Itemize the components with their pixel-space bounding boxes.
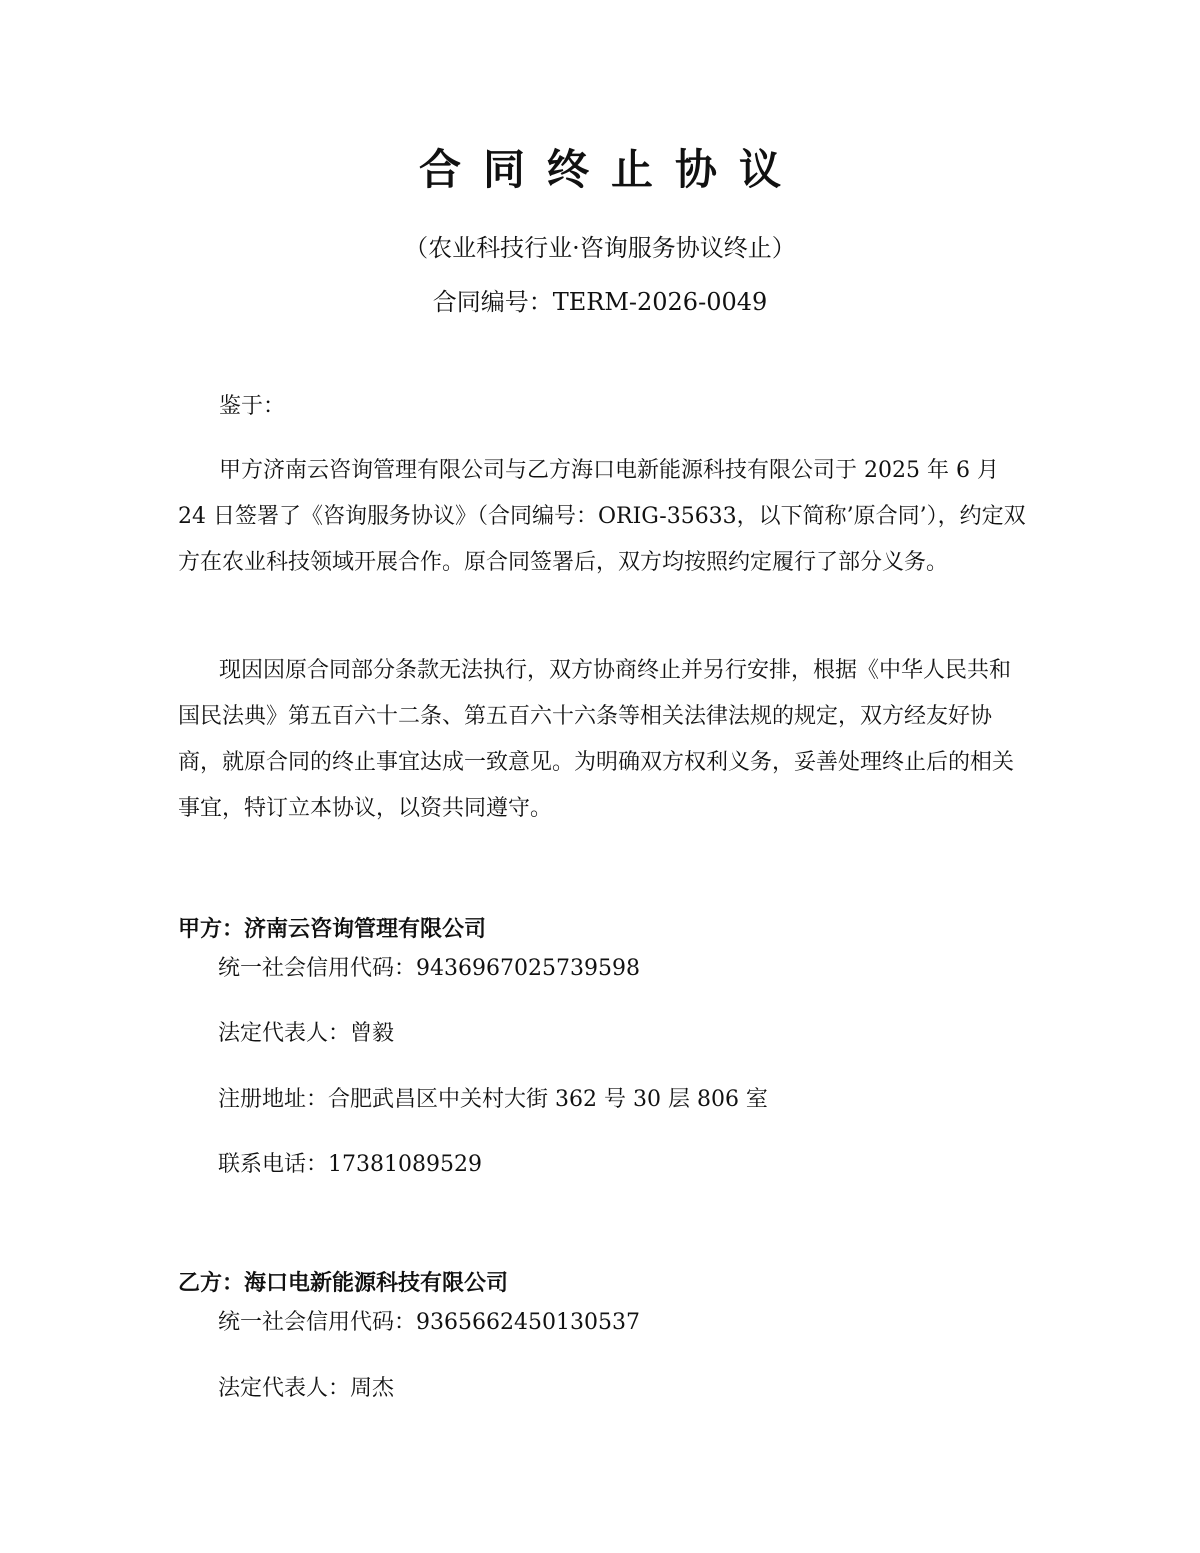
document-title: 合同终止协议 [418, 145, 803, 194]
contract-number-line [0, 284, 1200, 320]
party-b-credit-code: 统一社会信用代码：9365662450130537 [218, 1310, 640, 1335]
party-b-legal-rep: 法定代表人：周杰 [218, 1376, 395, 1401]
document-subtitle: （农业科技行业·咨询服务协议终止） [404, 234, 796, 262]
recital-paragraph-2: 现因因原合同部分条款无法执行，双方协商终止并另行安排，根据《中华人民共和国民法典》第五百六十二条、第五百六十六条等相关法律法规的规定，双方经友好协商，就原合同的终止事宜达成一致意见。为明确双方权利义务，妥善处理终止后的相关事宜，特订立本协议，以资共同遵守。 [178, 658, 1015, 821]
recital-paragraph-1: 甲方济南云咨询管理有限公司与乙方海口电新能源科技有限公司于 2025 年 6 月 24 日签署了《咨询服务协议》（合同编号：ORIG-35633，以下简称’原合同’），约定双方在农业科技领域开展合作。原合同签署后，双方均按照约定履行了部分义务。 [178, 458, 1026, 575]
party-a-phone: 联系电话：17381089529 [218, 1152, 482, 1177]
party-a-heading: 甲方：济南云咨询管理有限公司 [178, 917, 487, 942]
party-a-legal-rep: 法定代表人：曾毅 [218, 1021, 395, 1046]
whereas-label: 鉴于： [219, 394, 286, 419]
party-a-credit-code: 统一社会信用代码：9436967025739598 [218, 956, 640, 981]
contract-number-value: TERM-2026-0049 [552, 288, 768, 316]
contract-number-label: 合同编号： [432, 288, 553, 316]
party-a-address: 注册地址：合肥武昌区中关村大街 362 号 30 层 806 室 [218, 1087, 768, 1112]
party-b-heading: 乙方：海口电新能源科技有限公司 [178, 1271, 509, 1296]
